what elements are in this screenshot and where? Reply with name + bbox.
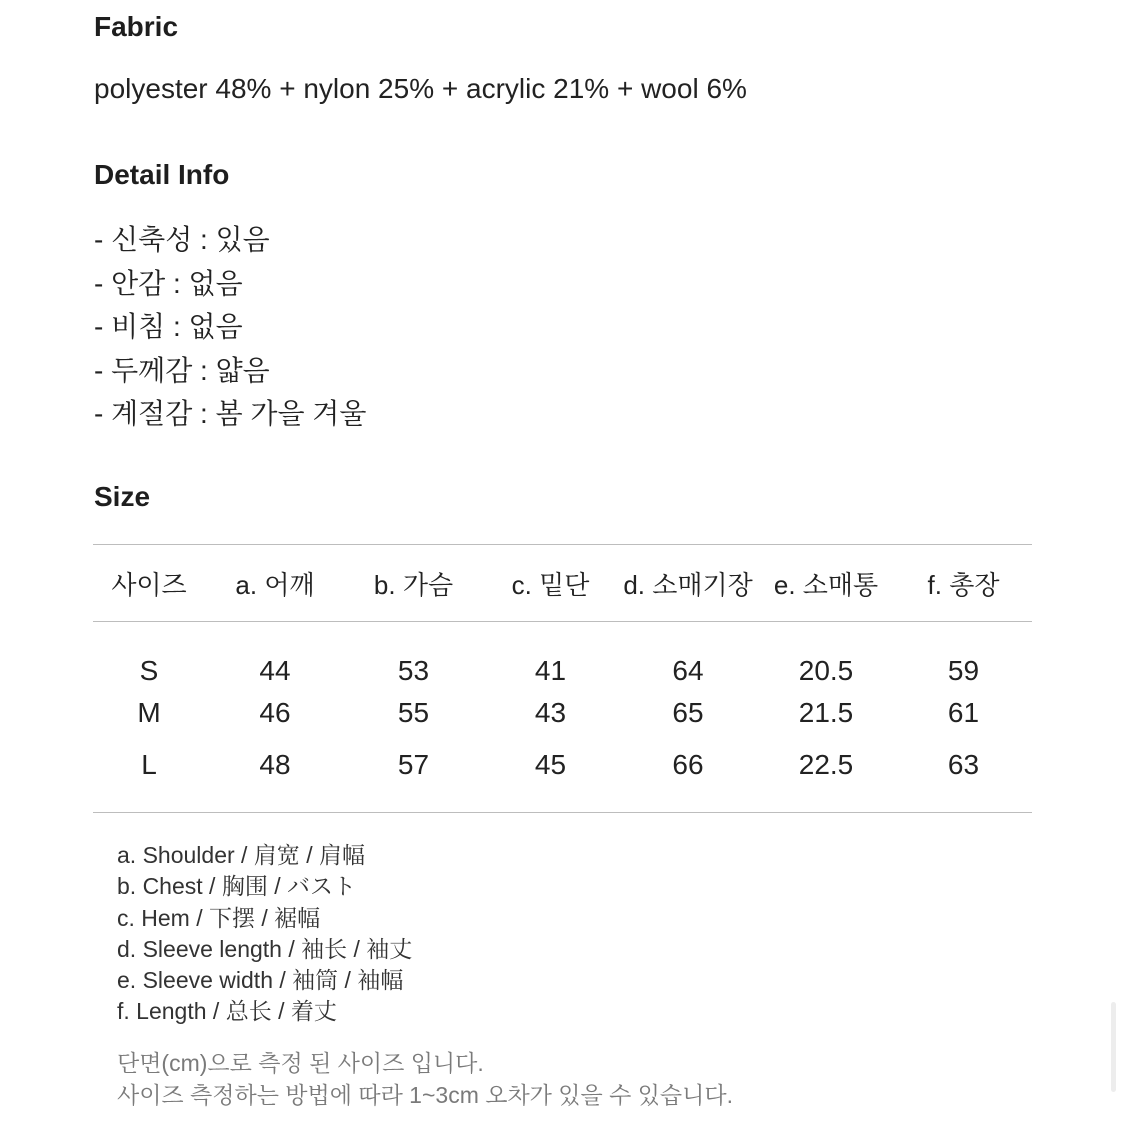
column-header-length: f. 총장 bbox=[927, 570, 1000, 600]
table-cell: 48 bbox=[259, 749, 291, 780]
detail-info-list bbox=[94, 218, 366, 436]
table-cell: 44 bbox=[259, 655, 291, 686]
table-row bbox=[93, 739, 1032, 791]
size-table bbox=[93, 546, 1032, 791]
table-cell: 41 bbox=[534, 655, 567, 686]
detail-item-stretch: - 신축성 : 있음 bbox=[94, 224, 270, 255]
table-cell: 55 bbox=[397, 697, 430, 728]
table-cell: 59 bbox=[947, 655, 980, 686]
detail-item-season: - 계절감 : 봄 가을 겨울 bbox=[94, 398, 367, 429]
column-header-size: 사이즈 bbox=[111, 570, 187, 600]
table-cell-size: L bbox=[141, 749, 157, 780]
table-cell: 63 bbox=[947, 749, 980, 780]
table-cell: 65 bbox=[672, 697, 704, 728]
legend-item-chest: b. Chest / 胸围 / バスト bbox=[117, 873, 356, 900]
table-cell: 64 bbox=[672, 655, 704, 686]
table-cell: 22.5 bbox=[798, 749, 854, 780]
column-header-sleeve-length: d. 소매기장 bbox=[623, 570, 753, 600]
table-cell: 21.5 bbox=[798, 697, 854, 728]
table-cell: 66 bbox=[672, 749, 704, 780]
column-header-sleeve-width: e. 소매통 bbox=[773, 570, 879, 600]
detail-info-heading: Detail Info bbox=[94, 159, 230, 190]
table-cell: 53 bbox=[397, 655, 430, 686]
legend-item-sleeve-length: d. Sleeve length / 袖长 / 袖丈 bbox=[117, 935, 413, 962]
table-bottom-divider bbox=[93, 812, 1032, 813]
legend-item-sleeve-width: e. Sleeve width / 袖筒 / 袖幅 bbox=[117, 967, 404, 994]
size-heading: Size bbox=[94, 481, 151, 512]
column-header-chest: b. 가슴 bbox=[373, 570, 454, 600]
column-header-hem: c. 밑단 bbox=[511, 570, 590, 600]
note-tolerance: 사이즈 측정하는 방법에 따라 1~3cm 오차가 있을 수 있습니다. bbox=[117, 1082, 733, 1108]
table-cell: 61 bbox=[947, 697, 980, 728]
legend-item-hem: c. Hem / 下摆 / 裾幅 bbox=[117, 904, 321, 931]
fabric-composition: polyester 48% + nylon 25% + acrylic 21% + wool 6% bbox=[94, 73, 747, 104]
table-header-row bbox=[93, 546, 1032, 621]
table-cell: 46 bbox=[259, 697, 291, 728]
table-cell: 45 bbox=[534, 749, 567, 780]
table-cell: 57 bbox=[397, 749, 430, 780]
table-row bbox=[93, 687, 1032, 739]
table-row bbox=[93, 621, 1032, 687]
legend-item-length: f. Length / 总长 / 着丈 bbox=[117, 998, 337, 1025]
detail-item-sheerness: - 비침 : 없음 bbox=[94, 311, 243, 342]
measurement-notes bbox=[117, 1047, 733, 1111]
table-cell-size: S bbox=[139, 655, 159, 686]
note-cross-section: 단면(cm)으로 측정 된 사이즈 입니다. bbox=[117, 1050, 484, 1076]
detail-item-lining: - 안감 : 없음 bbox=[94, 267, 243, 299]
table-cell: 20.5 bbox=[798, 655, 854, 686]
legend-item-shoulder: a. Shoulder / 肩宽 / 肩幅 bbox=[117, 842, 365, 868]
detail-item-thickness: - 두께감 : 얇음 bbox=[94, 354, 270, 386]
measurement-legend bbox=[117, 840, 412, 1028]
column-header-shoulder: a. 어깨 bbox=[235, 570, 315, 600]
scrollbar[interactable] bbox=[1111, 1002, 1116, 1092]
table-cell: 43 bbox=[534, 697, 567, 728]
table-top-divider bbox=[93, 544, 1032, 545]
fabric-heading: Fabric bbox=[94, 11, 179, 42]
table-cell-size: M bbox=[137, 697, 161, 728]
